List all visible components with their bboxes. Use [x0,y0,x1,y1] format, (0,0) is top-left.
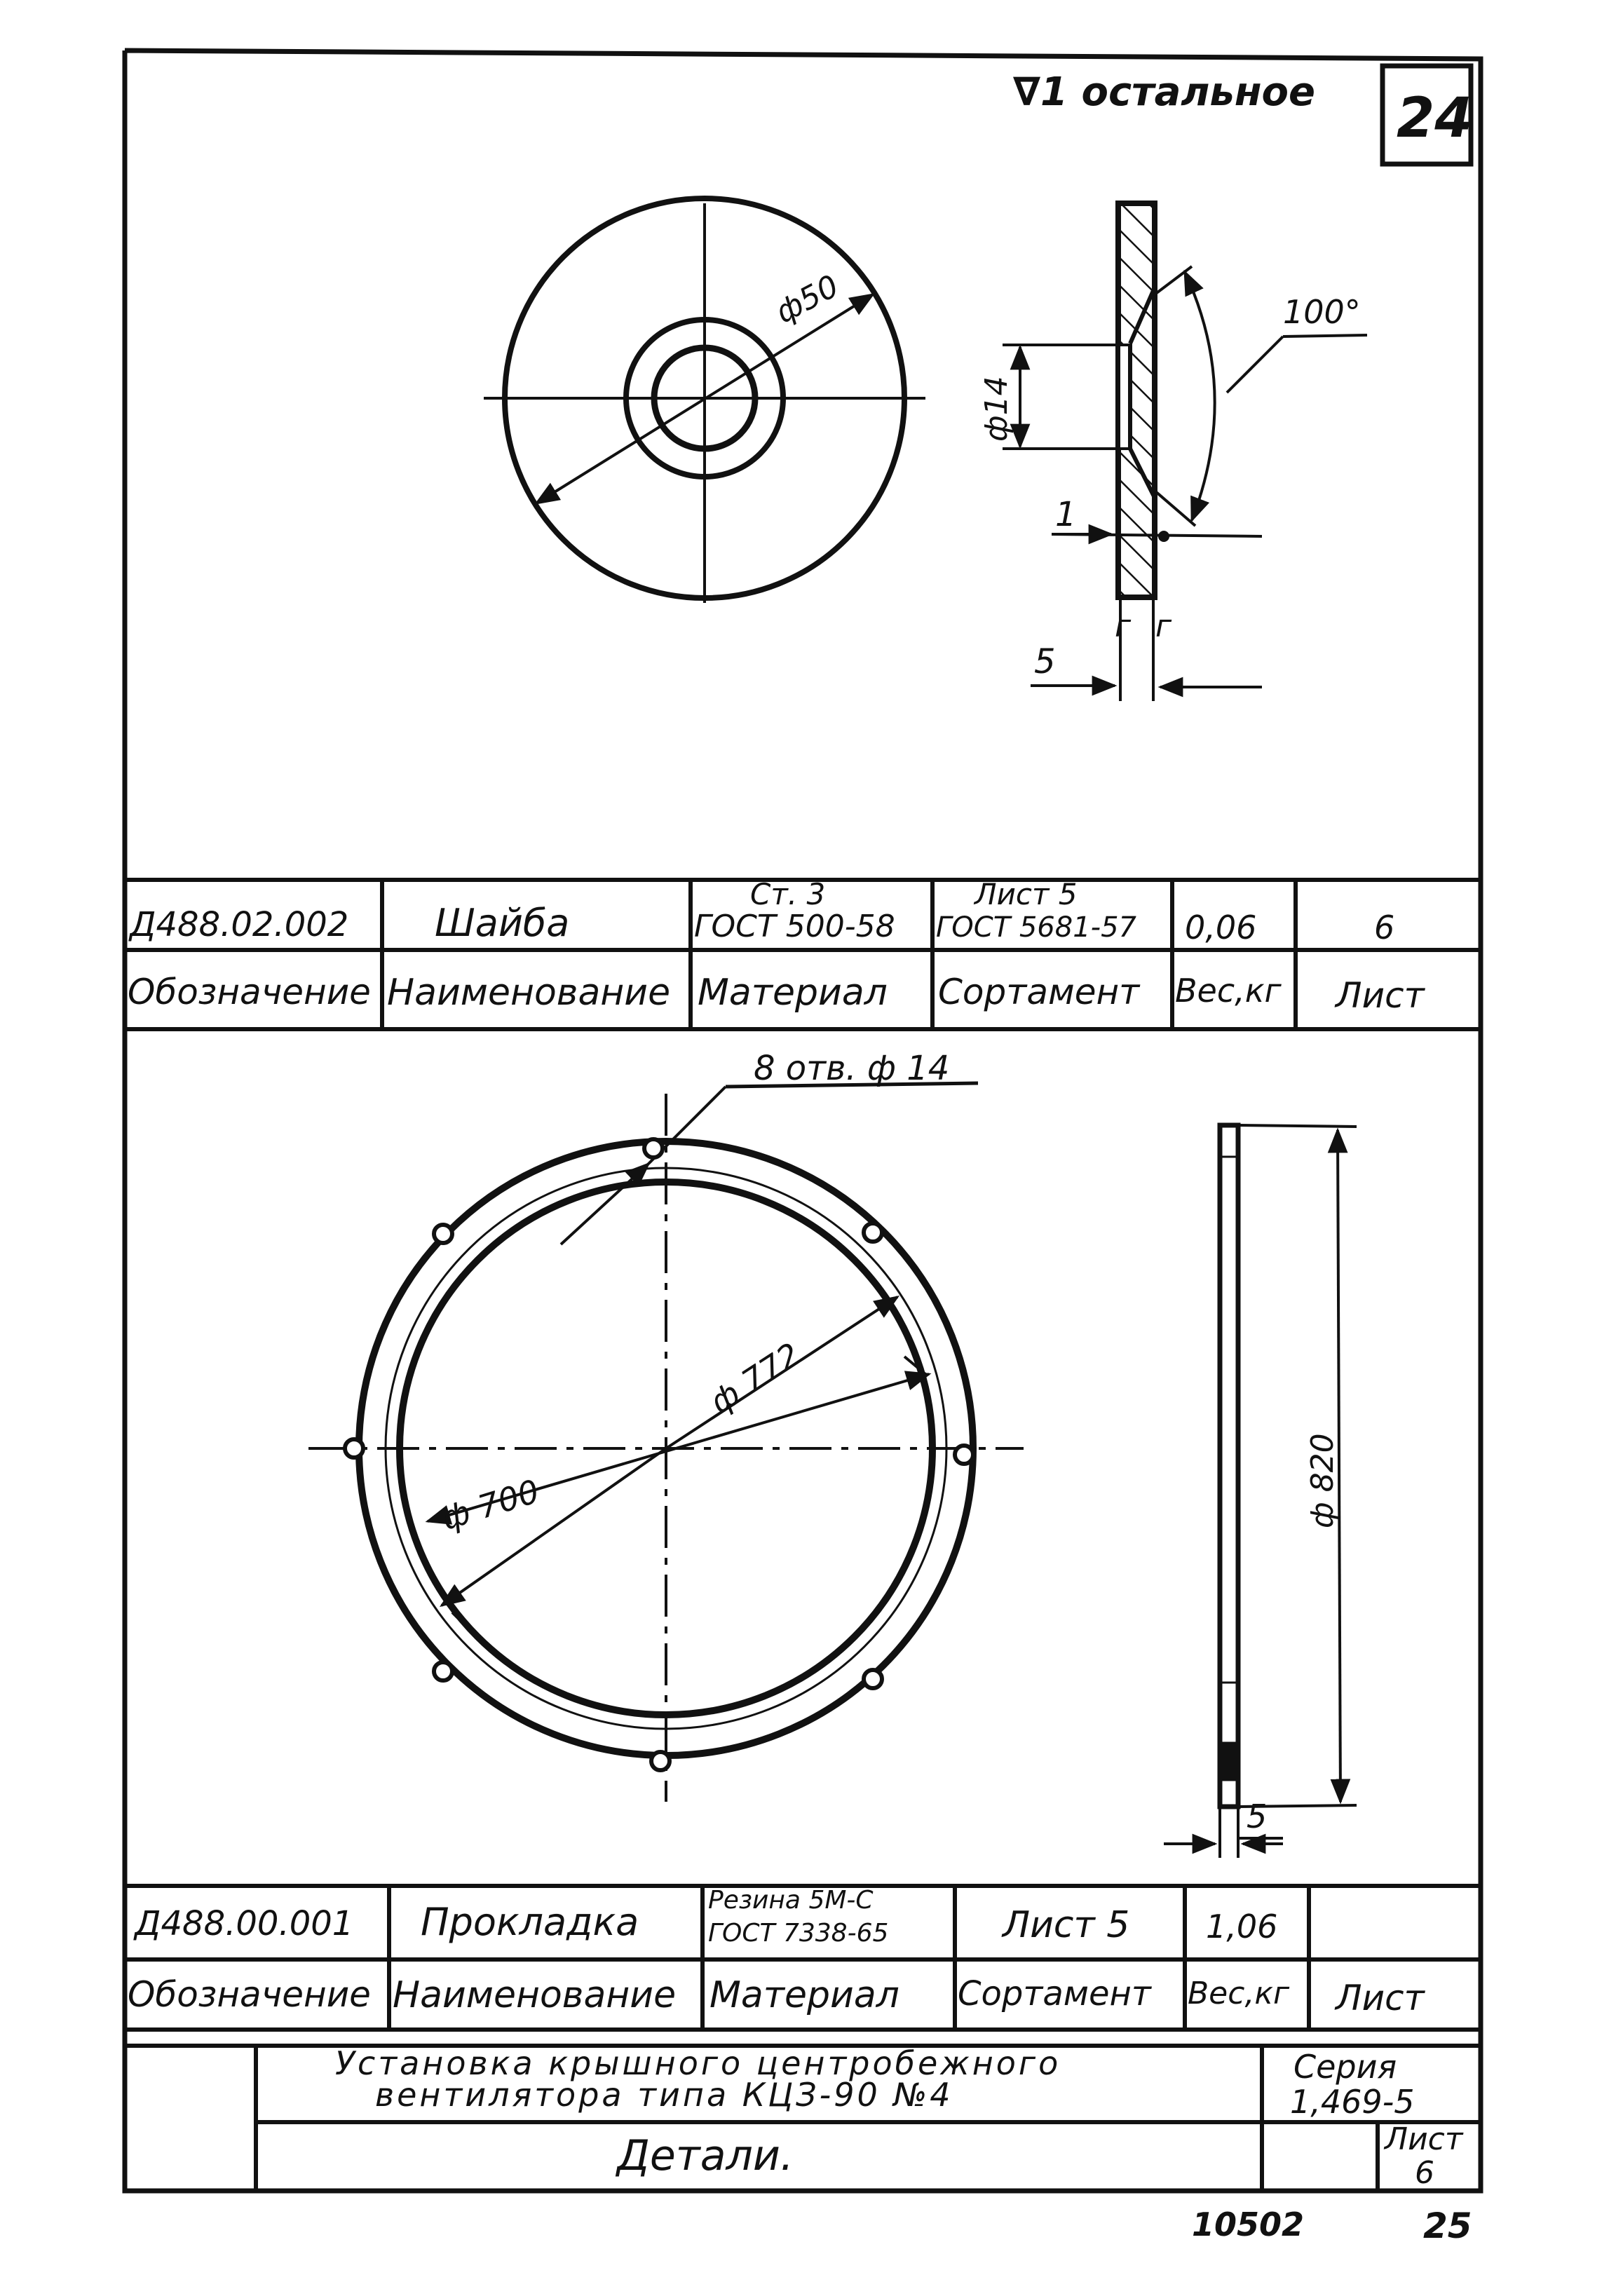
gasket-header-material: Материал [709,1974,899,2016]
bolt-hole-2 [864,1223,882,1242]
bolt-hole-7 [345,1439,363,1458]
series-value: 1,469-5 [1290,2083,1415,2121]
title-line-1: Установка крышного центробежного [335,2044,1061,2082]
gasket-holes-label: 8 отв. ф 14 [754,1049,950,1088]
gasket-designation: Д488.00.001 [135,1904,354,1943]
washer-material-line1: Ст. 3 [750,877,826,911]
washer-weight: 0,06 [1185,909,1257,946]
washer-section-letter-right: г [1155,609,1172,644]
archive-number: 10502 [1192,2206,1305,2243]
title-sheet-value: 6 [1415,2155,1434,2191]
gasket-thickness-label: 5 [1247,1798,1268,1835]
bolt-hole-8 [434,1225,452,1243]
page-number: 25 [1423,2206,1472,2246]
washer-chamfer-angle-label: 100° [1283,293,1361,331]
gasket-front-view [308,1083,1024,1802]
washer-header-weight: Вес,кг [1175,972,1282,1010]
sheet-frame [125,50,1481,2191]
washer-outer-diameter-label: ф50 [770,268,845,331]
washer-thickness-label: 5 [1034,642,1056,681]
bolt-hole-6 [434,1662,452,1680]
gasket-material-line1: Резина 5М-С [708,1886,874,1915]
washer-assortment-line1: Лист 5 [975,877,1078,911]
gasket-header-assortment: Сортамент [958,1974,1151,2013]
washer-hole-diameter-label: ф14 [979,376,1014,442]
washer-material-line2: ГОСТ 500-58 [694,909,895,944]
bolt-hole-4 [864,1670,882,1688]
gasket-weight: 1,06 [1206,1908,1278,1945]
gasket-name: Прокладка [421,1900,639,1944]
washer-header-sheet: Лист [1336,975,1425,1016]
washer-header-designation: Обозначение [128,972,371,1012]
gasket-header-weight: Вес,кг [1188,1976,1290,2011]
washer-header-material: Материал [698,972,888,1014]
washer-section-letter-left: г [1115,609,1132,644]
corner-number: 24 [1397,87,1473,150]
bolt-hole-3 [955,1446,973,1464]
gasket-header-sheet: Лист [1336,1978,1425,2018]
washer-sheet: 6 [1374,909,1395,946]
washer-header-assortment: Сортамент [938,972,1140,1012]
gasket-assortment: Лист 5 [1003,1904,1130,1946]
gasket-header-name: Наименование [393,1974,677,2016]
surface-finish-note: ∇1 остальное [1013,69,1315,115]
bolt-hole-1 [644,1139,663,1157]
gasket-inner-diameter-label: ф 700 [437,1472,544,1537]
washer-finish-mark-label: 1 [1055,495,1077,534]
washer-section-view [1003,203,1367,701]
washer-header-name: Наименование [387,972,671,1014]
title-line-2: вентилятора типа КЦЗ-90 №4 [375,2076,953,2114]
gasket-header-designation: Обозначение [128,1974,371,2015]
title-subtitle: Детали. [617,2131,794,2180]
washer-front-view [484,198,925,603]
bolt-hole-5 [651,1752,670,1770]
washer-name: Шайба [435,901,570,945]
series-label: Серия [1293,2048,1397,2086]
washer-designation: Д488.02.002 [130,905,349,944]
gasket-bolt-circle-label: ф 772 [702,1335,808,1421]
washer-assortment-line2: ГОСТ 5681-57 [936,911,1136,944]
gasket-material-line2: ГОСТ 7338-65 [708,1919,889,1948]
gasket-outer-diameter-label: ф 820 [1305,1433,1340,1528]
title-sheet-label: Лист [1385,2121,1463,2157]
